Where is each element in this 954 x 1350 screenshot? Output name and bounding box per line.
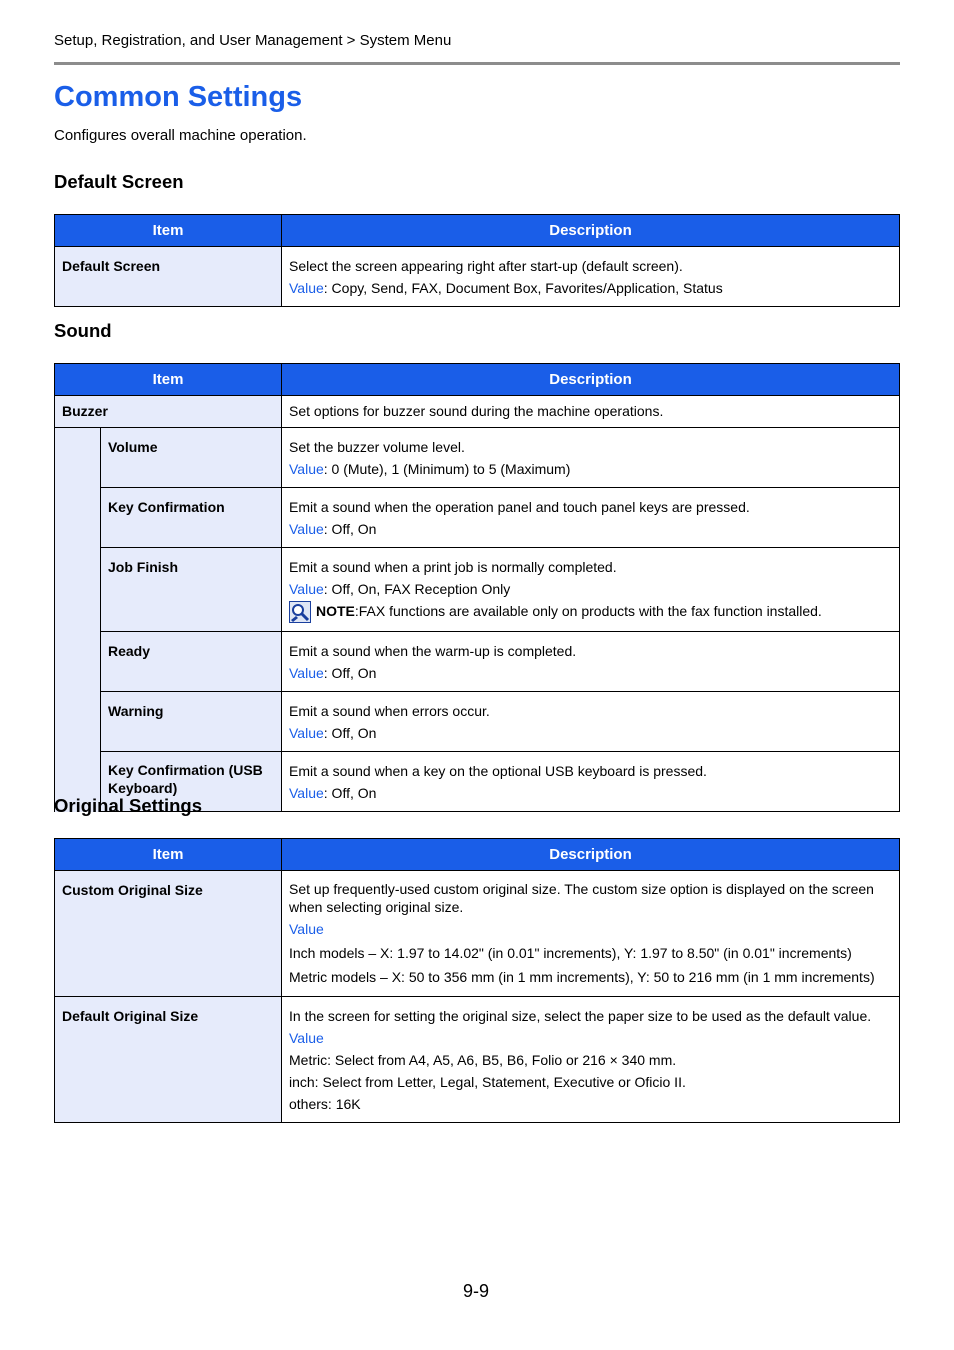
value-line: Metric models – X: 50 to 356 mm (in 1 mm increments), Y: 50 to 216 mm (in 1 mm increments) <box>289 969 875 985</box>
table-row-buzzer <box>55 396 900 428</box>
item-cell: Warning <box>101 692 282 752</box>
value-line: Metric: Select from A4, A5, A6, B5, B6, Folio or 216 × 340 mm. <box>289 1052 677 1068</box>
description-cell <box>282 752 900 812</box>
section-title-original-settings: Original Settings <box>54 795 203 816</box>
description-text: Set the buzzer volume level. <box>289 439 465 455</box>
note-icon <box>289 601 311 623</box>
section-title-sound: Sound <box>54 320 112 341</box>
description-text: Emit a sound when the operation panel and touch panel keys are pressed. <box>289 499 750 515</box>
item-cell: Job Finish <box>101 548 282 632</box>
column-header-item: Item <box>55 215 282 247</box>
column-header-item: Item <box>55 364 282 396</box>
description-text: In the screen for setting the original size, select the paper size to be used as the default value. <box>289 1008 872 1024</box>
item-cell: Key Confirmation (USB Keyboard) <box>101 752 282 812</box>
intro-text: Configures overall machine operation. <box>54 127 307 144</box>
note-label: NOTE <box>316 603 355 619</box>
table-row <box>55 997 900 1123</box>
value-text: : 0 (Mute), 1 (Minimum) to 5 (Maximum) <box>323 461 571 477</box>
description-cell <box>282 871 900 997</box>
table-header-row <box>55 839 900 871</box>
table-header-row <box>55 364 900 396</box>
description-text: Emit a sound when the warm-up is completed. <box>289 643 577 659</box>
item-cell: Default Original Size <box>55 997 282 1123</box>
item-cell: Volume <box>101 428 282 488</box>
default-screen-table <box>54 214 900 307</box>
description-text: Set options for buzzer sound during the machine operations. <box>282 396 900 428</box>
value-text: : Off, On <box>323 785 377 801</box>
value-text: : Off, On <box>323 725 377 741</box>
description-cell <box>282 632 900 692</box>
page-title: Common Settings <box>54 81 303 113</box>
description-text: Set up frequently-used custom original size. The custom size option is displayed on the screen when selecting original size. <box>289 881 874 915</box>
table-row <box>55 428 900 488</box>
description-text: Emit a sound when a print job is normally completed. <box>289 559 617 575</box>
note <box>289 601 892 623</box>
value-label: Value <box>289 921 324 937</box>
column-header-item: Item <box>55 839 282 871</box>
note-text: :FAX functions are available only on products with the fax function installed. <box>354 603 822 619</box>
indent-cell <box>55 428 101 812</box>
description-text: Select the screen appearing right after start-up (default screen). <box>289 258 683 274</box>
value-line: inch: Select from Letter, Legal, Statement, Executive or Oficio II. <box>289 1074 686 1090</box>
value-line: Inch models – X: 1.97 to 14.02" (in 0.01" increments), Y: 1.97 to 8.50" (in 0.01" increments) <box>289 945 852 961</box>
value-text: : Copy, Send, FAX, Document Box, Favorites/Application, Status <box>323 280 723 296</box>
table-row <box>55 488 900 548</box>
table-row <box>55 632 900 692</box>
description-cell <box>282 488 900 548</box>
value-label: Value <box>289 581 324 597</box>
description-text: Emit a sound when errors occur. <box>289 703 490 719</box>
column-header-description: Description <box>282 839 900 871</box>
item-cell: Default Screen <box>55 247 282 307</box>
table-row <box>55 548 900 632</box>
column-header-description: Description <box>282 364 900 396</box>
value-label: Value <box>289 1030 324 1046</box>
table-row <box>55 692 900 752</box>
item-cell: Ready <box>101 632 282 692</box>
column-header-description: Description <box>282 215 900 247</box>
item-cell: Buzzer <box>55 396 282 428</box>
page-number: 9-9 <box>463 1281 490 1301</box>
item-cell: Custom Original Size <box>55 871 282 997</box>
table-header-row <box>55 215 900 247</box>
value-text: : Off, On <box>323 521 377 537</box>
description-cell <box>282 692 900 752</box>
value-label: Value <box>289 461 324 477</box>
breadcrumb: Setup, Registration, and User Management > System Menu <box>54 32 452 49</box>
table-row <box>55 871 900 997</box>
sound-table <box>54 363 900 812</box>
original-settings-table <box>54 838 900 1123</box>
value-label: Value <box>289 665 324 681</box>
value-text: : Off, On, FAX Reception Only <box>323 581 511 597</box>
table-row <box>55 247 900 307</box>
description-cell <box>282 548 900 632</box>
section-title-default-screen: Default Screen <box>54 171 184 192</box>
description-cell <box>282 428 900 488</box>
header-rule <box>54 62 900 65</box>
value-line: others: 16K <box>289 1096 361 1112</box>
description-cell <box>282 997 900 1123</box>
value-label: Value <box>289 280 324 296</box>
value-label: Value <box>289 785 324 801</box>
description-text: Emit a sound when a key on the optional USB keyboard is pressed. <box>289 763 707 779</box>
value-label: Value <box>289 725 324 741</box>
value-text: : Off, On <box>323 665 377 681</box>
description-cell <box>282 247 900 307</box>
value-label: Value <box>289 521 324 537</box>
item-cell: Key Confirmation <box>101 488 282 548</box>
